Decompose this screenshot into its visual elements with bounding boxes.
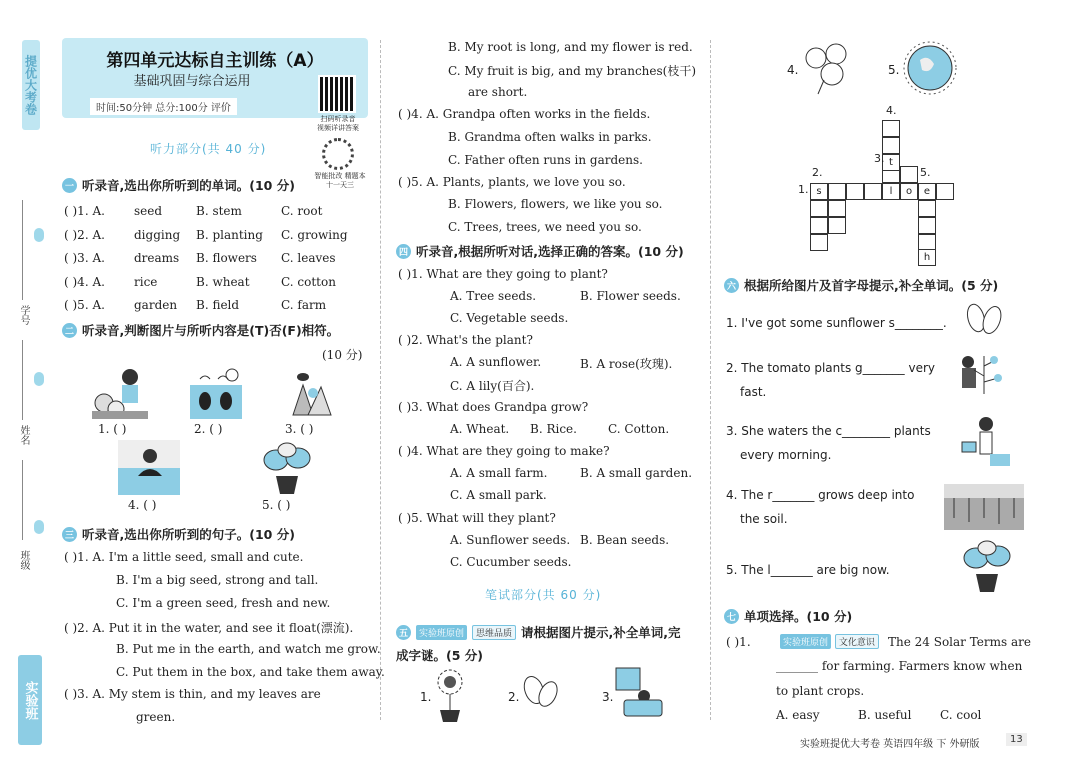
section-badge: 二 bbox=[62, 323, 77, 338]
section-1-title-text: 听录音,选出你所听到的单词。(10 分) bbox=[82, 178, 295, 193]
binding-strip bbox=[0, 0, 50, 764]
potted-plant-picture bbox=[262, 442, 312, 497]
column-divider bbox=[710, 40, 711, 720]
s4-line: A. A sunflower. bbox=[450, 355, 542, 369]
s1-option-c: C. cotton bbox=[281, 274, 336, 289]
crossword-cell[interactable] bbox=[864, 183, 882, 200]
s4-line: B. Rice. bbox=[530, 422, 577, 436]
girl-watering-picture bbox=[954, 414, 1010, 466]
s7-line: to plant crops. bbox=[776, 684, 865, 698]
strip-label-name: 姓名 bbox=[18, 425, 29, 445]
s1-option-c: C. farm bbox=[281, 298, 327, 312]
col2-line: ( )4. A. Grandpa often works in the fields. bbox=[398, 107, 651, 121]
s1-option-c: C. leaves bbox=[281, 251, 336, 265]
crossword-letter: o bbox=[900, 183, 918, 200]
crossword-cell[interactable] bbox=[918, 200, 936, 217]
s4-line: ( )4. What are they going to make? bbox=[398, 444, 610, 458]
s4-line: C. Cucumber seeds. bbox=[450, 555, 572, 569]
s4-line: ( )5. What will they plant? bbox=[398, 511, 556, 525]
s4-line: A. Sunflower seeds. bbox=[450, 533, 571, 547]
picture-label: 4. ( ) bbox=[128, 498, 157, 512]
s6-line: 5. The l_______ are big now. bbox=[726, 563, 890, 577]
roots-in-soil-picture bbox=[944, 484, 1024, 530]
section-3-title bbox=[62, 525, 295, 543]
strip-line bbox=[22, 460, 23, 540]
seal-icon bbox=[322, 138, 354, 170]
section-badge: 一 bbox=[62, 178, 77, 193]
page-subtitle: 基础巩固与综合运用 bbox=[133, 74, 251, 89]
picture-label: 5. ( ) bbox=[262, 498, 291, 512]
section-7-title-text: 单项选择。(10 分) bbox=[744, 609, 853, 624]
col2-line: ( )5. A. Plants, plants, we love you so. bbox=[398, 175, 626, 189]
crossword-letter: s bbox=[810, 183, 828, 200]
crossword-pic-label: 2. bbox=[508, 690, 520, 704]
leaves-pot-picture bbox=[962, 540, 1012, 595]
child-in-field-picture bbox=[118, 440, 180, 495]
s1-item-number: ( )3. A. bbox=[64, 251, 105, 265]
s4-line: ( )2. What's the plant? bbox=[398, 333, 533, 347]
original-tag: 实验班原创 bbox=[416, 625, 467, 640]
s4-line: ( )1. What are they going to plant? bbox=[398, 267, 608, 281]
crossword-clue-number: 2. bbox=[812, 166, 823, 179]
crossword-clue-number: 4. bbox=[886, 104, 897, 117]
s7-item-1-num: ( )1. bbox=[726, 635, 751, 649]
cotton-picture bbox=[800, 40, 856, 96]
s1-option-b: B. stem bbox=[196, 204, 242, 218]
crossword-cell[interactable] bbox=[828, 217, 846, 234]
section-1-title bbox=[62, 176, 295, 194]
crossword-letter: t bbox=[882, 154, 900, 171]
section-4-title bbox=[396, 242, 684, 260]
bee-flowers-picture bbox=[283, 365, 338, 420]
section-badge: 五 bbox=[396, 625, 411, 640]
section-badge: 三 bbox=[62, 527, 77, 542]
seeds-picture bbox=[520, 672, 560, 712]
s4-line: C. Vegetable seeds. bbox=[450, 311, 569, 325]
section-2-title-text: 听录音,判断图片与所听内容是(T)否(F)相符。 bbox=[82, 323, 340, 338]
s6-line: every morning. bbox=[740, 448, 832, 462]
crossword-pic-label: 1. bbox=[420, 690, 432, 704]
s3-line: ( )2. A. Put it in the water, and see it float(漂流). bbox=[64, 621, 354, 635]
section-badge: 七 bbox=[724, 609, 739, 624]
column-divider bbox=[380, 40, 381, 720]
strip-dot bbox=[34, 372, 44, 386]
crossword-cell[interactable] bbox=[828, 183, 846, 200]
crossword-cell[interactable] bbox=[846, 183, 864, 200]
section-3-title-text: 听录音,选出你所听到的句子。(10 分) bbox=[82, 527, 295, 542]
crossword-letter: h bbox=[918, 249, 936, 266]
col2-line: B. Flowers, flowers, we like you so. bbox=[448, 197, 663, 211]
crossword-cell[interactable] bbox=[900, 166, 918, 183]
strip-label-student-id: 学号 bbox=[18, 305, 29, 325]
col2-line: B. My root is long, and my flower is red. bbox=[448, 40, 693, 54]
sunflower-picture bbox=[432, 668, 468, 722]
s1-option-a: seed bbox=[134, 204, 163, 218]
s3-line: ( )1. A. I'm a little seed, small and cute. bbox=[64, 550, 304, 564]
s6-line: 3. She waters the c________ plants bbox=[726, 424, 931, 438]
s4-line: A. A small farm. bbox=[450, 466, 548, 480]
s1-option-c: C. root bbox=[281, 204, 323, 218]
section-badge: 六 bbox=[724, 278, 739, 293]
exam-meta: 时间:50分钟 总分:100分 评价 bbox=[90, 98, 237, 115]
section-4-title-text: 听录音,根据所听对话,选择正确的答案。(10 分) bbox=[416, 244, 684, 259]
s4-line: B. Flower seeds. bbox=[580, 289, 681, 303]
girl-planting-flowers-picture bbox=[90, 365, 150, 420]
crossword-cell[interactable] bbox=[828, 200, 846, 217]
sleeping-picture bbox=[614, 666, 664, 720]
s3-line: ( )3. A. My stem is thin, and my leaves are bbox=[64, 687, 321, 701]
seal-caption: 智能批改 精题本十一天三 bbox=[314, 172, 366, 189]
culture-tag: 文化意识 bbox=[835, 634, 879, 649]
section-5-title-text-2: 成字谜。(5 分) bbox=[396, 648, 483, 663]
page-number: 13 bbox=[1006, 733, 1027, 746]
section-2-title bbox=[62, 321, 339, 339]
col2-line: C. Father often runs in gardens. bbox=[448, 153, 643, 167]
page-title: 第四单元达标自主训练（A） bbox=[106, 51, 324, 71]
crossword-cell[interactable] bbox=[810, 234, 828, 251]
writing-part-heading: 笔试部分(共 60 分) bbox=[485, 588, 602, 602]
crossword-pic-label: 4. bbox=[787, 63, 799, 77]
s7-option: C. cool bbox=[940, 708, 982, 722]
original-tag: 实验班原创 bbox=[780, 634, 831, 649]
crossword-cell[interactable] bbox=[918, 217, 936, 234]
col2-line: are short. bbox=[468, 85, 528, 99]
s4-line: C. A small park. bbox=[450, 488, 547, 502]
listening-part-heading: 听力部分(共 40 分) bbox=[150, 142, 267, 156]
strip-line bbox=[22, 340, 23, 420]
s4-line: B. Bean seeds. bbox=[580, 533, 670, 547]
crossword-pic-label: 3. bbox=[602, 690, 614, 704]
crossword-clue-number: 3. bbox=[874, 152, 885, 165]
tomato-plant-picture bbox=[954, 350, 1004, 395]
crossword-cell[interactable] bbox=[936, 183, 954, 200]
s1-option-a: rice bbox=[134, 274, 158, 289]
s1-option-a: digging bbox=[134, 227, 181, 242]
s1-item-number: ( )2. A. bbox=[64, 227, 105, 242]
s1-option-b: B. wheat bbox=[196, 274, 250, 289]
s1-item-number: ( )1. A. bbox=[64, 204, 105, 218]
s1-option-c: C. growing bbox=[281, 227, 348, 242]
s4-line: B. A small garden. bbox=[580, 466, 693, 480]
s6-line: the soil. bbox=[740, 512, 788, 526]
s1-item-number: ( )5. A. bbox=[64, 298, 105, 312]
s1-option-b: B. field bbox=[196, 298, 240, 312]
crossword-letter: e bbox=[918, 183, 936, 200]
crossword-cell[interactable] bbox=[810, 217, 828, 234]
section-7-title bbox=[724, 607, 852, 625]
footer-text: 实验班提优大考卷 英语四年级 下 外研版 bbox=[800, 739, 980, 750]
s3-line: C. Put them in the box, and take them away. bbox=[116, 665, 385, 679]
seeds-sprouting-picture bbox=[190, 367, 242, 419]
crossword-cell[interactable] bbox=[810, 200, 828, 217]
sunflower-seeds-picture bbox=[962, 298, 1008, 338]
s1-item-number: ( )4. A. bbox=[64, 274, 105, 289]
s7-tags bbox=[780, 634, 879, 649]
s6-line: 1. I've got some sunflower s________. bbox=[726, 316, 947, 330]
crossword-letter: l bbox=[882, 183, 900, 200]
section-2-score: (10 分) bbox=[322, 348, 363, 362]
s7-option: A. easy bbox=[776, 708, 820, 722]
section-5-title bbox=[396, 623, 706, 641]
s1-option-a: dreams bbox=[134, 251, 180, 265]
picture-label: 2. ( ) bbox=[194, 422, 223, 436]
s4-line: C. Cotton. bbox=[608, 422, 670, 436]
col2-line: C. My fruit is big, and my branches(枝干) bbox=[448, 64, 697, 78]
brand-label-top: 提优大考卷 bbox=[22, 40, 40, 130]
section-6-title-text: 根据所给图片及首字母提示,补全单词。(5 分) bbox=[744, 278, 999, 293]
s4-line: C. A lily(百合). bbox=[450, 379, 535, 393]
section-badge: 四 bbox=[396, 244, 411, 259]
s3-line: B. Put me in the earth, and watch me grow. bbox=[116, 642, 381, 656]
crossword-clue-number: 1. bbox=[798, 183, 809, 196]
s6-line: 2. The tomato plants g_______ very bbox=[726, 361, 935, 375]
crossword-cell[interactable] bbox=[882, 120, 900, 137]
s6-line: 4. The r_______ grows deep into bbox=[726, 488, 915, 502]
picture-label: 1. ( ) bbox=[98, 422, 127, 436]
strip-line bbox=[22, 200, 23, 300]
s7-option: B. useful bbox=[858, 708, 912, 722]
crossword-cell[interactable] bbox=[882, 137, 900, 154]
s6-line: fast. bbox=[740, 385, 767, 399]
s1-option-a: garden bbox=[134, 298, 178, 312]
s4-line: A. Tree seeds. bbox=[450, 289, 537, 303]
section-6-title bbox=[724, 276, 998, 294]
s3-line: B. I'm a big seed, strong and tall. bbox=[116, 573, 319, 587]
earth-picture bbox=[902, 40, 958, 96]
qr-caption: 扫码听录音 视频详讲答案 bbox=[317, 115, 359, 132]
s1-option-b: B. planting bbox=[196, 227, 263, 242]
s3-line: C. I'm a green seed, fresh and new. bbox=[116, 596, 331, 610]
crossword-clue-number: 5. bbox=[920, 166, 931, 179]
thinking-tag: 思维品质 bbox=[472, 625, 516, 640]
s7-line: _______ for farming. Farmers know when bbox=[776, 659, 1023, 673]
s7-line: The 24 Solar Terms are bbox=[888, 635, 1031, 649]
section-5-title-text: 请根据图片提示,补全单词,完 bbox=[521, 625, 681, 640]
s4-line: B. A rose(玫瑰). bbox=[580, 357, 673, 371]
s3-line: green. bbox=[136, 710, 176, 724]
picture-label: 3. ( ) bbox=[285, 422, 314, 436]
s1-option-b: B. flowers bbox=[196, 251, 257, 265]
brand-label-bottom: 实验班 bbox=[18, 655, 42, 745]
crossword-pic-label: 5. bbox=[888, 63, 900, 77]
section-5-title-cont bbox=[396, 646, 483, 664]
strip-dot bbox=[34, 228, 44, 242]
s4-line: ( )3. What does Grandpa grow? bbox=[398, 400, 589, 414]
strip-dot bbox=[34, 520, 44, 534]
strip-label-class: 班级 bbox=[18, 550, 29, 570]
s4-line: A. Wheat. bbox=[450, 422, 510, 436]
col2-line: B. Grandma often walks in parks. bbox=[448, 130, 652, 144]
qr-code-icon[interactable] bbox=[318, 75, 356, 113]
col2-line: C. Trees, trees, we need you so. bbox=[448, 220, 642, 234]
